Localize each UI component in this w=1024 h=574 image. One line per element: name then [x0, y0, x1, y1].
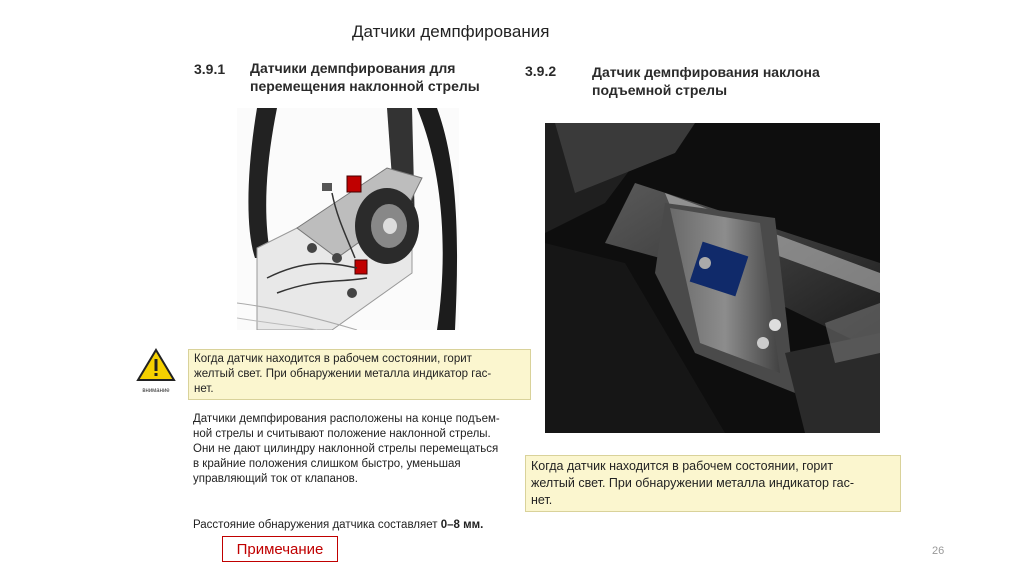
detection-distance-value: 0–8 мм. — [440, 519, 484, 531]
section-number-right: 3.9.2 — [525, 63, 557, 79]
warning-sign — [133, 348, 179, 394]
slide-title: Датчики демпфирования — [352, 22, 550, 41]
section-number-left: 3.9.1 — [194, 61, 226, 77]
detection-distance — [193, 503, 523, 533]
note-box-right: Когда датчик находится в рабочем состоянии, горит желтый свет. При обнаружении металла индикатор гас- нет. — [525, 455, 901, 512]
boom-sensor-illustration — [237, 108, 459, 330]
section-title-left: Датчики демпфирования для перемещения наклонной стрелы — [250, 60, 480, 94]
description-paragraph: Датчики демпфирования расположены на конце подъем- ной стрелы и считывают положение наклонной стрелы. Они не дают цилиндру наклонной стрелы перемещаться в крайние положения слишком быстро, уменьшая управляющий ток от клапанов. — [193, 413, 500, 485]
note-box-left: Когда датчик находится в рабочем состоянии, горит желтый свет. При обнаружении металла индикатор гас- нет. — [188, 349, 531, 400]
tilt-sensor-photo — [545, 123, 880, 433]
warning-triangle-icon — [136, 348, 176, 382]
warning-label: внимание — [142, 388, 170, 394]
section-title-right: Датчик демпфирования наклона подъемной стрелы — [592, 64, 820, 98]
detection-distance-label: Расстояние обнаружения датчика составляет — [193, 519, 441, 531]
page-number: 26 — [932, 545, 945, 557]
note-button[interactable]: Примечание — [222, 536, 338, 562]
